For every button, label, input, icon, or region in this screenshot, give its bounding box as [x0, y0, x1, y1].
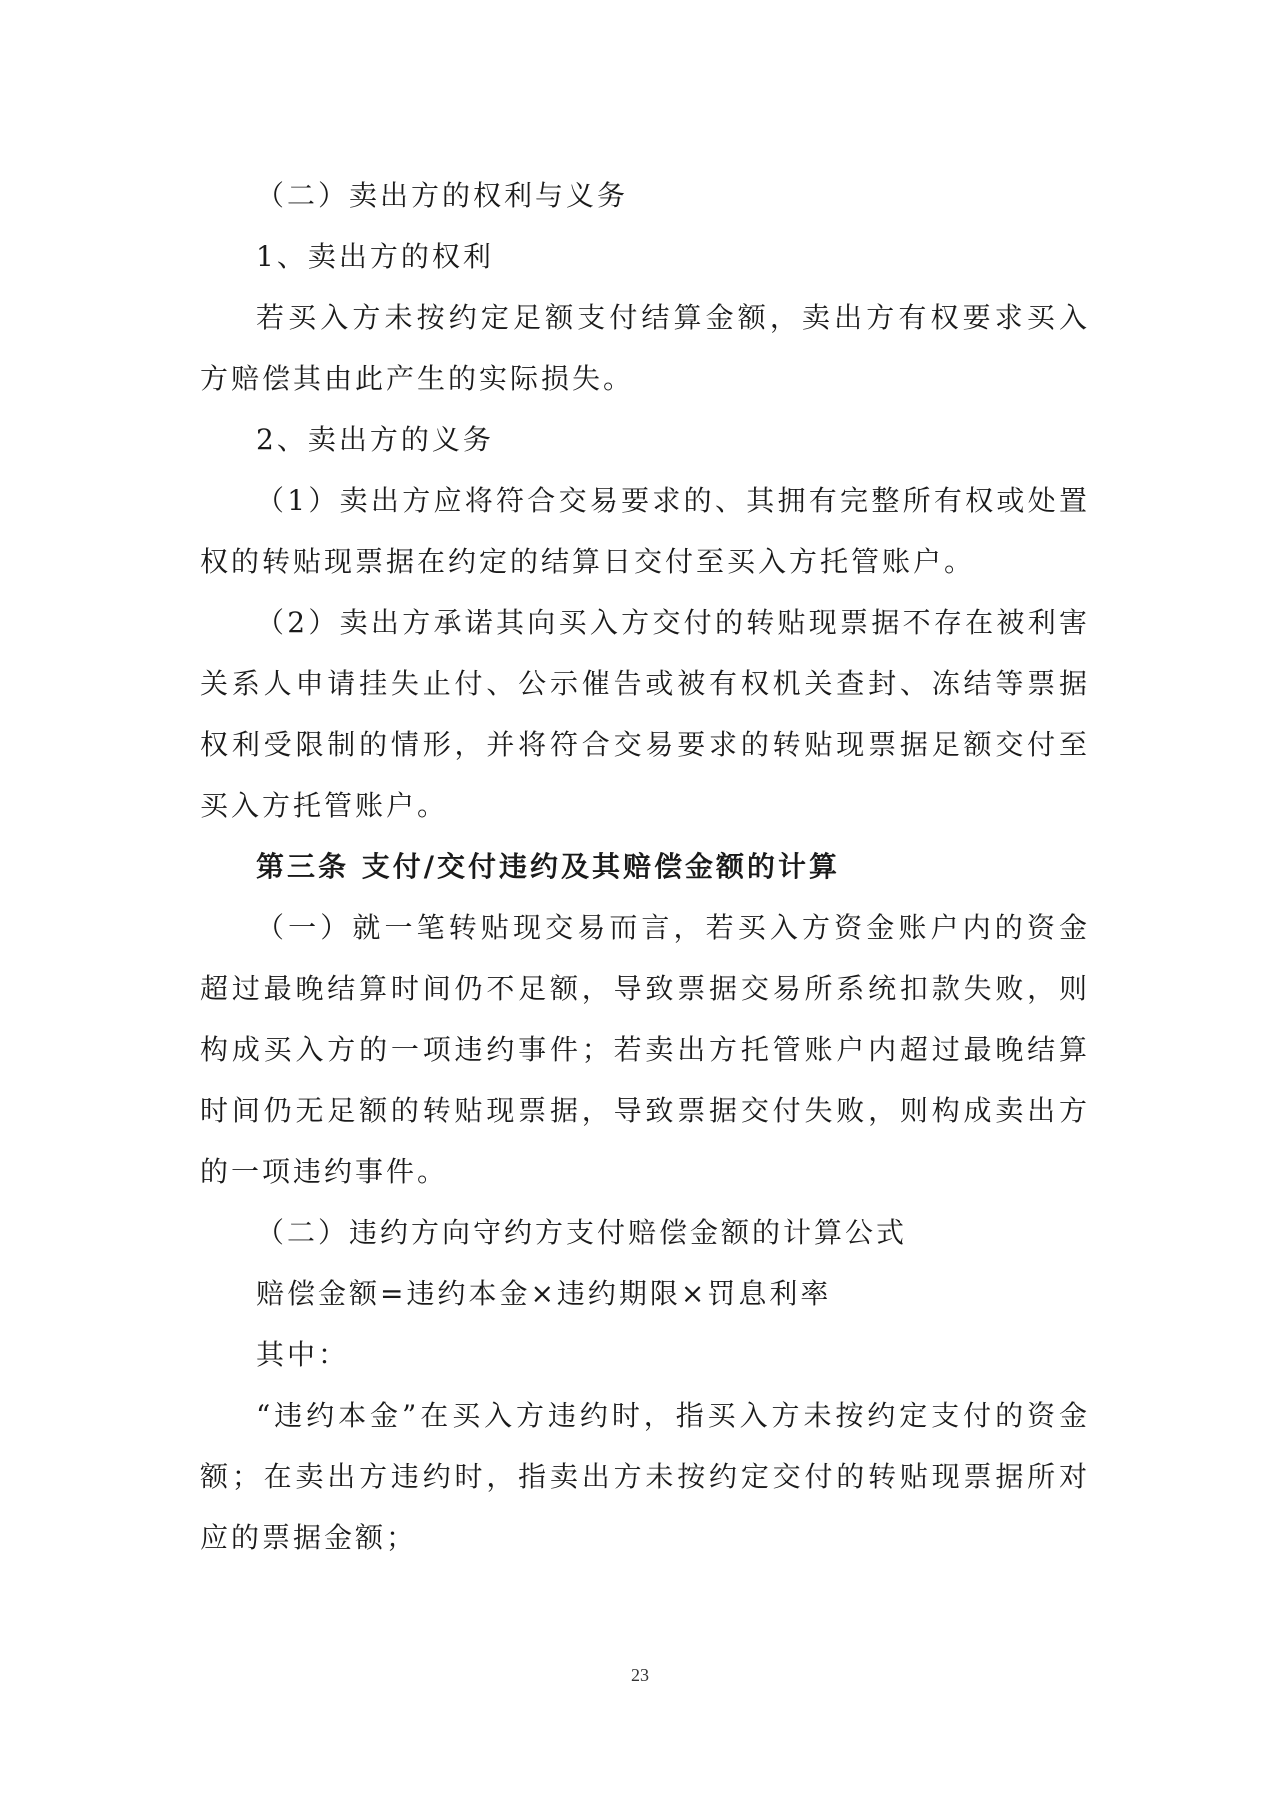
document-body [200, 165, 1090, 1568]
paragraph-where: 其中： [256, 1338, 350, 1371]
paragraph-default-principal-definition: “违约本金”在买入方违约时，指买入方未按约定支付的资金额；在卖出方违约时，指卖出方未按约定交付的转贴现票据所对应的票据金额； [200, 1399, 1090, 1554]
paragraph-compensation-formula-title: （二）违约方向守约方支付赔偿金额的计算公式 [256, 1216, 908, 1249]
paragraph-default-event: （一）就一笔转贴现交易而言，若买入方资金账户内的资金超过最晚结算时间仍不足额，导致票据交易所系统扣款失败，则构成买入方的一项违约事件；若卖出方托管账户内超过最晚结算时间仍无足额的转贴现票据，导致票据交付失败，则构成卖出方的一项违约事件。 [200, 911, 1090, 1188]
paragraph-compensation-formula: 赔偿金额=违约本金×违约期限×罚息利率 [256, 1277, 832, 1310]
article-heading-3: 第三条 支付/交付违约及其赔偿金额的计算 [256, 850, 840, 883]
paragraph-seller-obligation-1: （1）卖出方应将符合交易要求的、其拥有完整所有权或处置权的转贴现票据在约定的结算日交付至买入方托管账户。 [200, 484, 1090, 578]
page-number: 23 [631, 1665, 649, 1685]
paragraph-seller-rights-text: 若买入方未按约定足额支付结算金额，卖出方有权要求买入方赔偿其由此产生的实际损失。 [200, 301, 1090, 395]
paragraph-seller-obligation-2: （2）卖出方承诺其向买入方交付的转贴现票据不存在被利害关系人申请挂失止付、公示催告或被有权机关查封、冻结等票据权利受限制的情形，并将符合交易要求的转贴现票据足额交付至买入方托管账户。 [200, 606, 1090, 822]
item-seller-rights: 1、卖出方的权利 [256, 240, 494, 273]
section-subheading-seller-rights-obligations: （二）卖出方的权利与义务 [256, 179, 629, 212]
item-seller-obligations: 2、卖出方的义务 [256, 423, 494, 456]
